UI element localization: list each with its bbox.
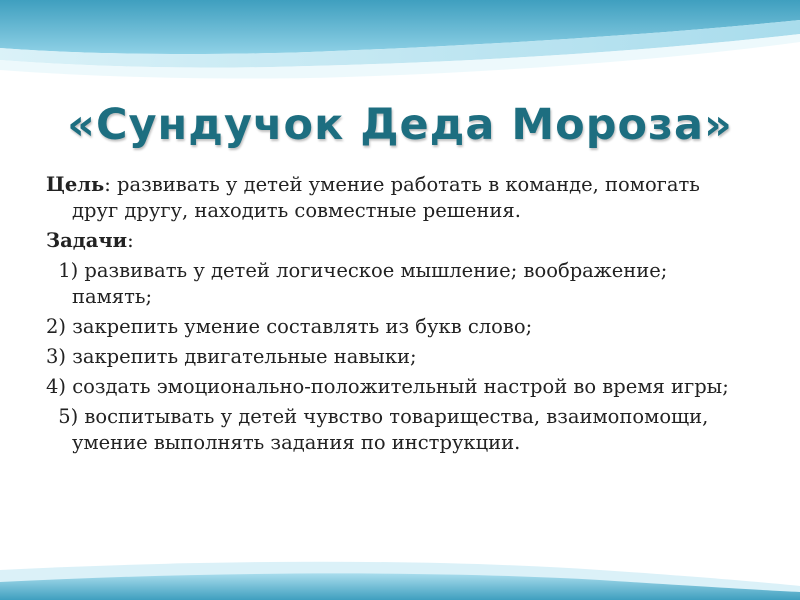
task-item-1-text: 1) развивать у детей логическое мышление; воображение; память;: [58, 259, 668, 308]
task-item-1: [46, 258, 746, 310]
task-item-5: [46, 404, 746, 456]
tasks-label: Задачи: [46, 229, 128, 252]
task-item-3: 3) закрепить двигательные навыки;: [46, 345, 417, 368]
task-item-4: 4) создать эмоционально-положительный настрой во время игры;: [46, 375, 729, 398]
goal-label: Цель: [46, 173, 105, 196]
bottom-wave-decoration: [0, 510, 800, 600]
slide-body: [46, 172, 746, 460]
tasks-heading: [46, 228, 746, 254]
slide-title: «Сундучок Деда Мороза»: [67, 100, 733, 150]
goal-paragraph: [46, 172, 746, 224]
task-item-5-text: 5) воспитывать у детей чувство товарищества, взаимопомощи, умение выполнять задания по инструкции.: [58, 405, 709, 454]
task-item-2: 2) закрепить умение составлять из букв слово;: [46, 315, 533, 338]
goal-text: развивать у детей умение работать в команде, помогать друг другу, находить совместные решения.: [72, 173, 700, 222]
tasks-separator: :: [127, 229, 134, 252]
goal-separator: :: [104, 173, 111, 196]
